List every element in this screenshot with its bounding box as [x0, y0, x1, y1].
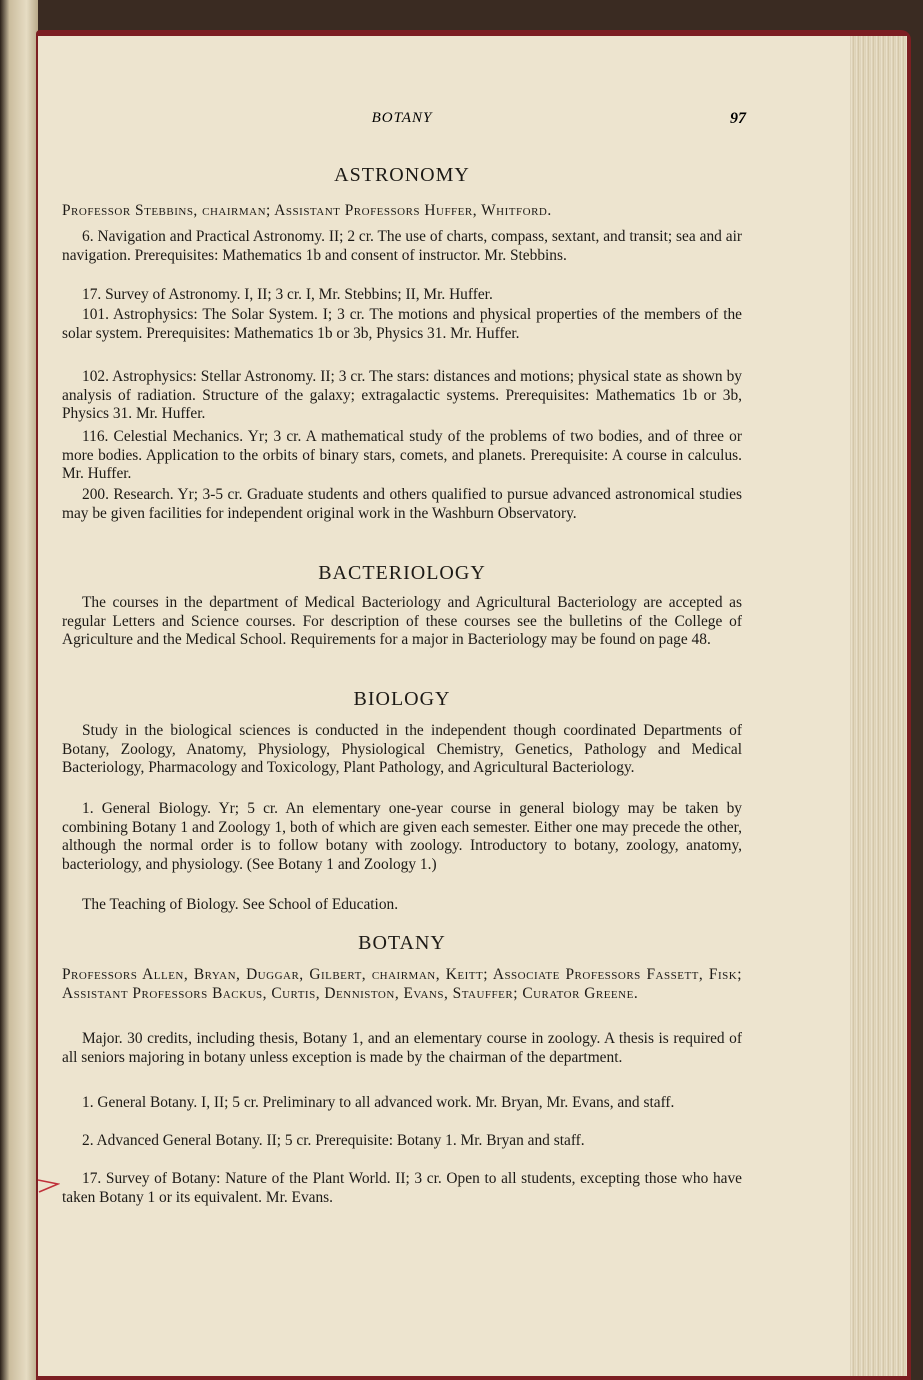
section-heading-botany: BOTANY [358, 932, 446, 954]
page-number: 97 [730, 110, 746, 127]
botany-faculty: Professors Allen, Bryan, Duggar, Gilbert, chairman, Keitt; Associate Professors Fassett, Fisk; Assistant Professors Backus, Curtis, Denniston, Evans, Stauffer; Curator Greene. [62, 966, 742, 1002]
botany-course: 17. Survey of Botany: Nature of the Plant World. II; 3 cr. Open to all students, excepting those who have taken Botany 1 or its equivalent. Mr. Evans. [62, 1170, 742, 1206]
botany-course: 2. Advanced General Botany. II; 5 cr. Prerequisite: Botany 1. Mr. Bryan and staff. [82, 1132, 585, 1149]
biology-course: 1. General Biology. Yr; 5 cr. An elementary one-year course in general biology may be taken by combining Botany 1 and Zoology 1, both of which are given each semester. Either one may precede the other, although the normal order is to follow botany with zoology. Introductory to botany, zoology, anatomy, bacteriology, and physiology. (See Botany 1 and Zoology 1.) [62, 800, 742, 873]
book-gutter [0, 0, 38, 1380]
astronomy-faculty: Professor Stebbins, chairman; Assistant Professors Huffer, Whitford. [62, 202, 552, 219]
section-heading-biology: BIOLOGY [353, 688, 451, 710]
bacteriology-text: The courses in the department of Medical Bacteriology and Agricultural Bacteriology are accepted as regular Letters and Science courses. For description of these courses see the bulletins of the College of Agriculture and the Medical School. Requirements for a major in Bacteriology may be found on page 48. [62, 594, 742, 648]
astronomy-course: 6. Navigation and Practical Astronomy. II; 2 cr. The use of charts, compass, sextant, and transit; sea and air navigation. Prerequisites: Mathematics 1b and consent of instructor. Mr. Stebbins. [62, 228, 742, 264]
botany-major: Major. 30 credits, including thesis, Botany 1, and an elementary course in zoology. A thesis is required of all seniors majoring in botany unless exception is made by the chairman of the department. [62, 1030, 742, 1066]
red-pencil-mark-icon [36, 1178, 60, 1194]
page-edges [850, 36, 907, 1376]
astronomy-course: 102. Astrophysics: Stellar Astronomy. II; 3 cr. The stars: distances and motions; physical state as shown by analysis of radiation. Structure of the galaxy; extragalactic systems. Prerequisites: Mathematics 1b or 3b, Physics 31. Mr. Huffer. [62, 368, 742, 422]
astronomy-course: 200. Research. Yr; 3-5 cr. Graduate students and others qualified to pursue advanced astronomical studies may be given facilities for independent original work in the Washburn Observatory. [62, 486, 742, 522]
running-head [62, 110, 746, 132]
biology-intro: Study in the biological sciences is conducted in the independent though coordinated Departments of Botany, Zoology, Anatomy, Physiology, Physiological Chemistry, Genetics, Pathology and Medical Bacteriology, Pharmacology and Toxicology, Plant Pathology, and Agricultural Bacteriology. [62, 722, 742, 776]
astronomy-course: 101. Astrophysics: The Solar System. I; 3 cr. The motions and physical properties of the members of the solar system. Prerequisites: Mathematics 1b or 3b, Physics 31. Mr. Huffer. [62, 306, 742, 342]
astronomy-course: 116. Celestial Mechanics. Yr; 3 cr. A mathematical study of the problems of two bodies, and of three or more bodies. Application to the orbits of binary stars, comets, and planets. Prerequisite: A course in calculus. Mr. Huffer. [62, 428, 742, 482]
section-heading-bacteriology: BACTERIOLOGY [318, 562, 486, 584]
astronomy-course: 17. Survey of Astronomy. I, II; 3 cr. I, Mr. Stebbins; II, Mr. Huffer. [82, 286, 493, 303]
botany-course: 1. General Botany. I, II; 5 cr. Preliminary to all advanced work. Mr. Bryan, Mr. Evans, and staff. [82, 1094, 675, 1111]
biology-teaching: The Teaching of Biology. See School of Education. [82, 896, 399, 913]
section-heading-astronomy: ASTRONOMY [334, 164, 470, 186]
running-head-title: BOTANY [371, 110, 433, 126]
